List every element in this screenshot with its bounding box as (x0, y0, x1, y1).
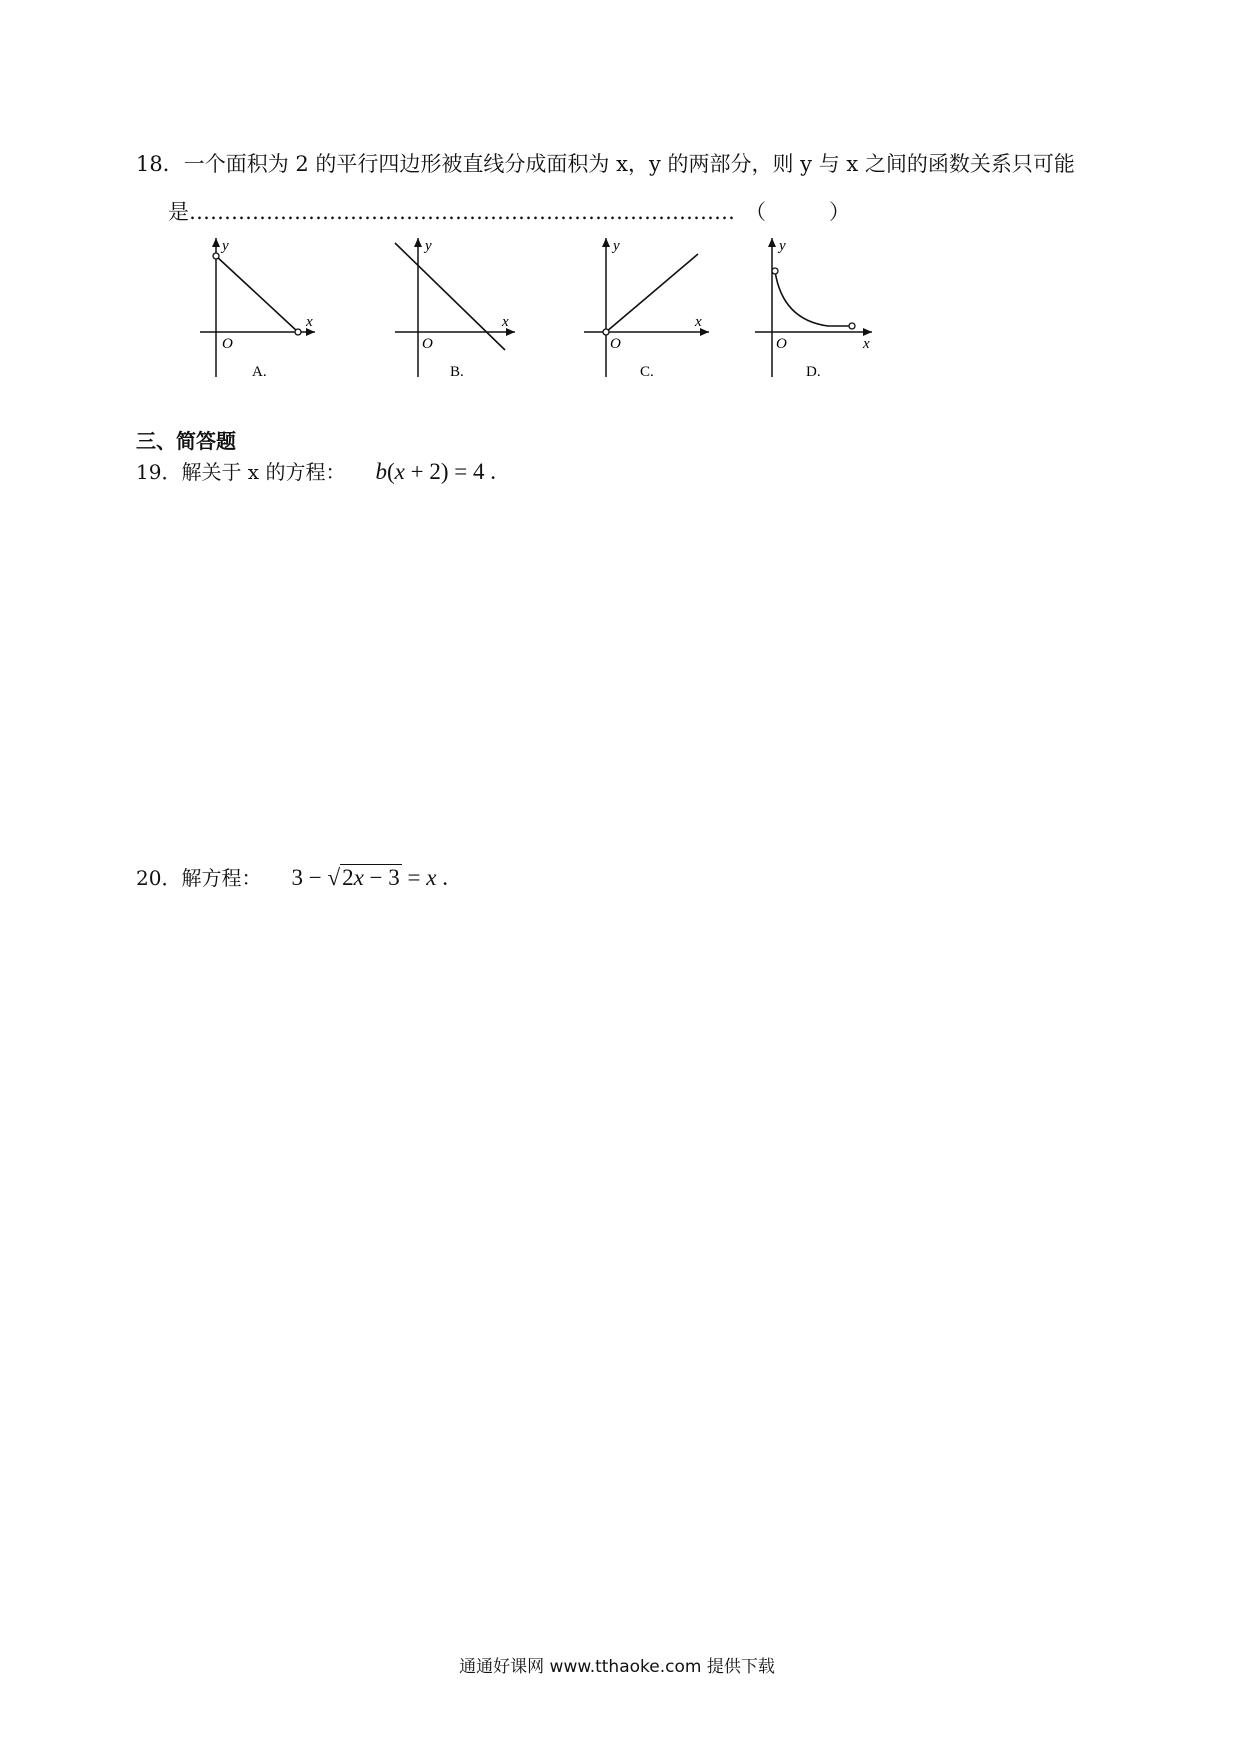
graph-a-origin: O (222, 336, 233, 352)
graph-a-x-label: x (306, 314, 313, 330)
graph-c-label: C. (640, 364, 654, 380)
sqrt-symbol: √2x − 3 (327, 865, 400, 890)
graph-d-y-label: y (779, 238, 786, 254)
graph-c-y-label: y (613, 238, 620, 254)
question-18-text: 18．一个面积为 2 的平行四边形被直线分成面积为 x，y 的两部分，则 y 与 x 之间的函数关系只可能 (136, 152, 1075, 176)
section-title: 三、简答题 (136, 429, 236, 453)
question-19-equation: b(x + 2) = 4 . (375, 459, 496, 484)
question-20 (136, 862, 448, 891)
question-19-text: 19．解关于 x 的方程： (136, 460, 346, 484)
graph-d[interactable] (750, 232, 880, 392)
question-20-text: 20．解方程： (136, 866, 262, 890)
graph-d-origin: O (776, 336, 787, 352)
question-18-prefix: 是 (168, 200, 189, 224)
graph-c-x-label: x (695, 314, 702, 330)
graph-b-origin: O (422, 336, 433, 352)
graph-a[interactable] (190, 232, 320, 392)
answer-blank[interactable]: （ ） (745, 200, 850, 224)
graph-c[interactable] (584, 232, 714, 392)
question-19 (136, 456, 496, 485)
dot-leader: …………………………………………………………………… (189, 200, 735, 224)
graph-c-origin: O (610, 336, 621, 352)
question-18-answer-line (168, 196, 850, 226)
graph-a-y-label: y (222, 238, 229, 254)
graph-b[interactable] (390, 232, 520, 392)
footer-text: 通通好课网 www.tthaoke.com 提供下载 (459, 1657, 775, 1677)
graph-b-label: B. (450, 364, 464, 380)
graph-a-label: A. (252, 364, 267, 380)
graph-d-label: D. (806, 364, 821, 380)
graph-d-x-label: x (863, 336, 870, 352)
graph-b-x-label: x (502, 314, 509, 330)
answer-graphs (190, 232, 890, 392)
question-20-equation: 3 − √2x − 3 = x . (291, 865, 448, 890)
graph-b-y-label: y (425, 238, 432, 254)
